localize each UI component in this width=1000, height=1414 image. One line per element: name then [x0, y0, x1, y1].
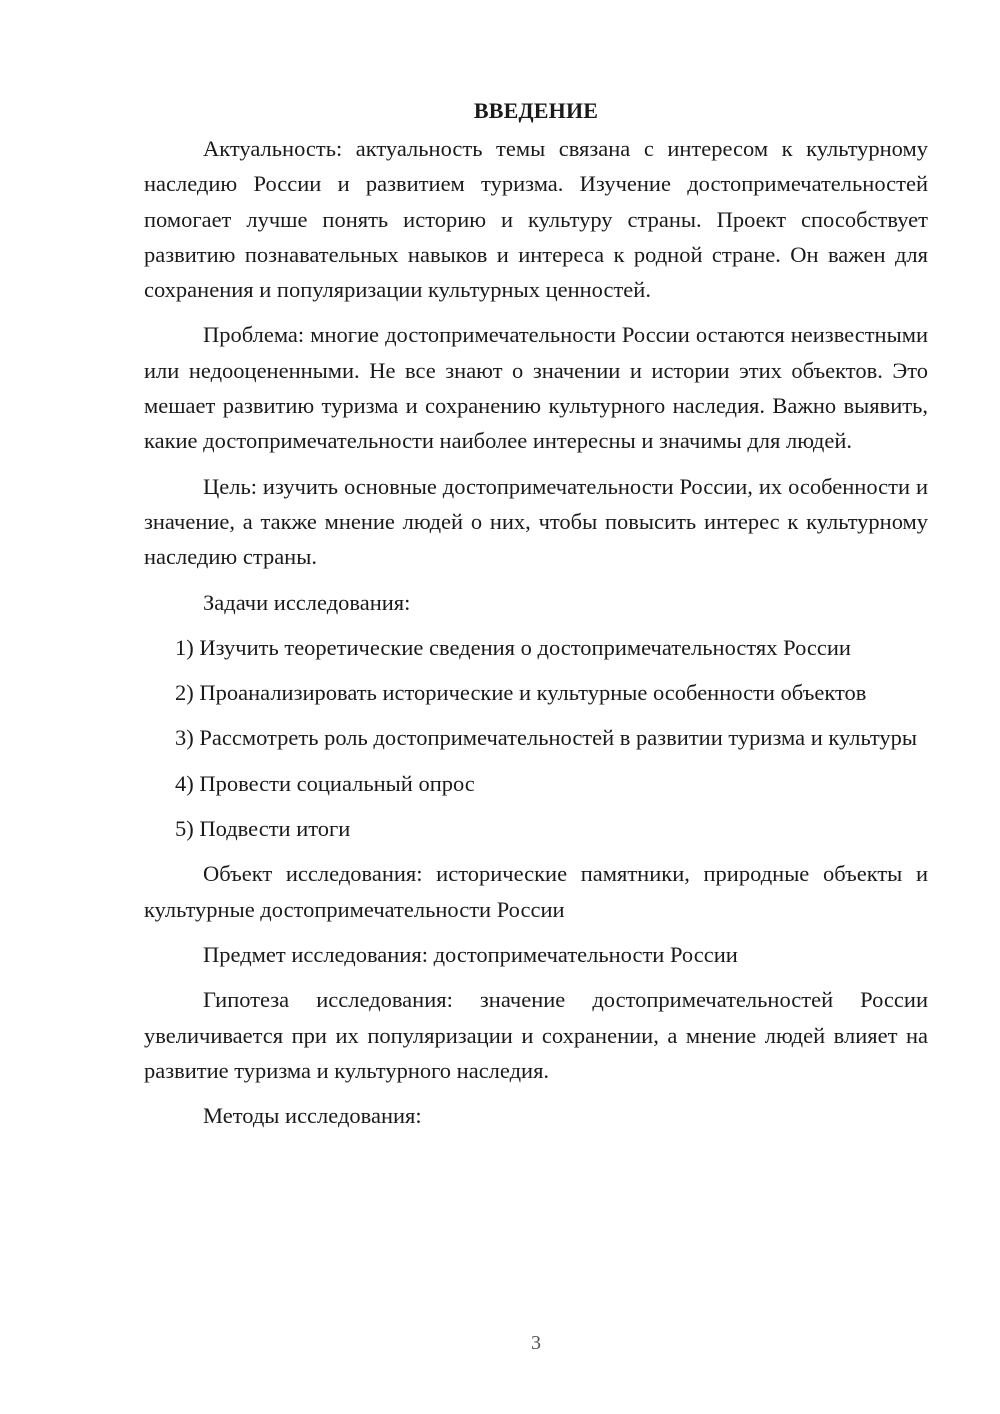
problem-paragraph: Проблема: многие достопримечательности России остаются неизвестными или недооцененными. Не все знают о значении и истории этих объектов. Это мешает развитию туризма и сохранению культурного наследия. Важно выявить, какие достопримечательности наиболее интересны и значимы для людей.: [144, 322, 928, 454]
tasks-heading: Задачи исследования:: [203, 589, 411, 615]
page-number: 3: [531, 1332, 541, 1354]
object-paragraph: Объект исследования: исторические памятники, природные объекты и культурные достопримечательности России: [144, 861, 928, 922]
hypothesis-paragraph: Гипотеза исследования: значение достопримечательностей России увеличивается при их популяризации и сохранении, а мнение людей влияет на развитие туризма и культурного наследия.: [144, 987, 928, 1083]
section-title: ВВЕДЕНИЕ: [473, 98, 599, 123]
task-item-1: 1) Изучить теоретические сведения о достопримечательностях России: [175, 634, 851, 660]
goal-paragraph: Цель: изучить основные достопримечательности России, их особенности и значение, а также мнение людей о них, чтобы повысить интерес к культурному наследию страны.: [144, 473, 928, 570]
task-item-4: 4) Провести социальный опрос: [175, 770, 475, 796]
task-item-2: 2) Проанализировать исторические и культурные особенности объектов: [175, 680, 867, 706]
relevance-paragraph: Актуальность: актуальность темы связана с интересом к культурному наследию России и развитием туризма. Изучение достопримечательностей помогает лучше понять историю и культуру страны. Проект способствует развитию познавательных навыков и интереса к родной стране. Он важен для сохранения и популяризации культурных ценностей.: [144, 136, 928, 303]
document-page: [144, 96, 928, 1143]
subject-paragraph: Предмет исследования: достопримечательности России: [203, 941, 738, 967]
task-item-5: 5) Подвести итоги: [175, 816, 351, 842]
methods-heading: Методы исследования:: [203, 1103, 422, 1129]
task-item-3: 3) Рассмотреть роль достопримечательностей в развитии туризма и культуры: [175, 725, 918, 751]
